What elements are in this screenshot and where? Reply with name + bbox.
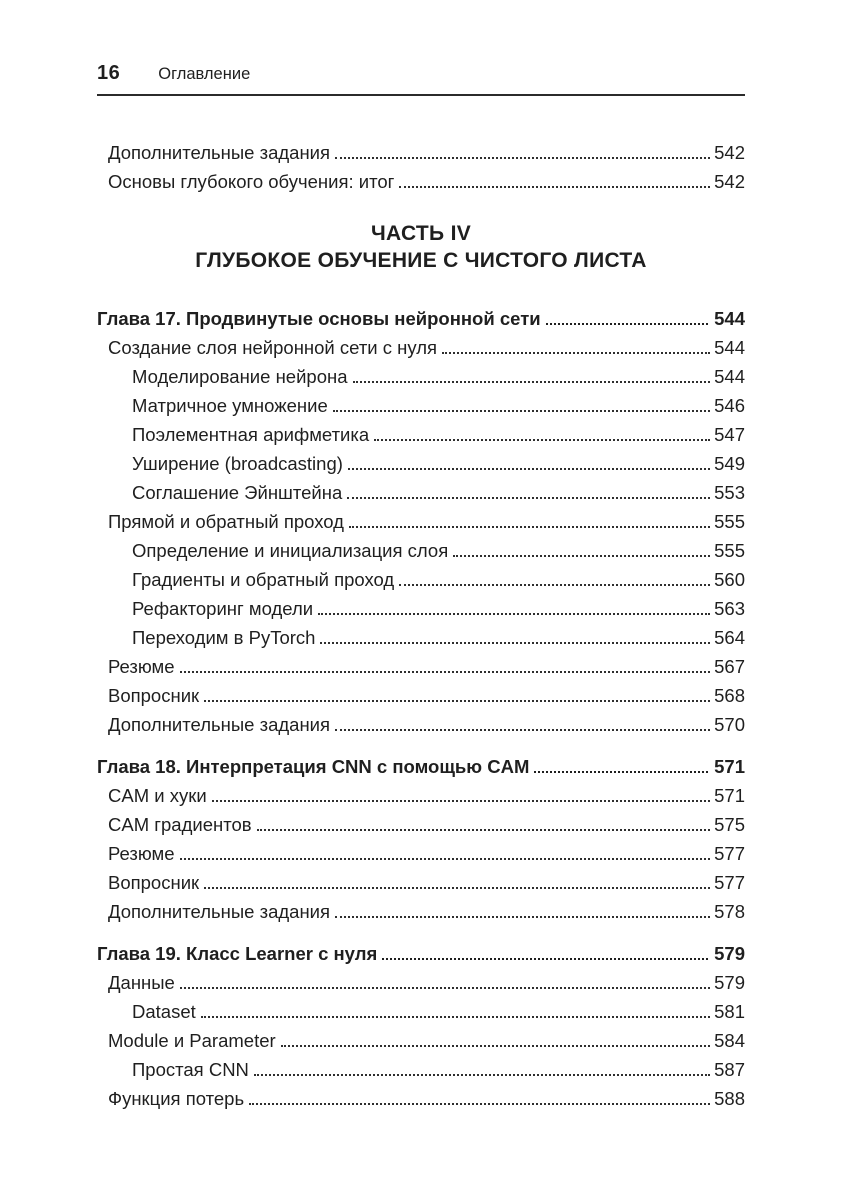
toc-entry-label: Вопросник (108, 872, 200, 893)
toc-entry-label: Поэлементная арифметика (132, 424, 370, 445)
dot-leader (348, 465, 710, 470)
toc-entry-label: Дополнительные задания (108, 714, 331, 735)
toc-entry-page: 553 (714, 482, 745, 503)
toc-entry (97, 167, 745, 196)
table-of-contents (97, 138, 745, 1113)
toc-entry (97, 565, 745, 594)
toc-entry-page: 544 (714, 337, 745, 358)
toc-entry-page: 568 (714, 685, 745, 706)
toc-entry-label: Простая CNN (132, 1059, 249, 1080)
dot-leader (353, 378, 711, 383)
toc-entry-page: 571 (714, 785, 745, 806)
toc-entry-page: 549 (714, 453, 745, 474)
toc-entry-label: Dataset (132, 1001, 196, 1022)
toc-entry-label: Прямой и обратный проход (108, 511, 344, 532)
toc-entry-label: Градиенты и обратный проход (132, 569, 395, 590)
dot-leader (320, 639, 710, 644)
toc-entry (97, 968, 745, 997)
toc-entry-page: 567 (714, 656, 745, 677)
toc-entry-label: Дополнительные задания (108, 901, 331, 922)
dot-leader (333, 407, 710, 412)
toc-entry (97, 781, 745, 810)
toc-entry (97, 997, 745, 1026)
toc-entry (97, 710, 745, 739)
toc-entry-page: 581 (714, 1001, 745, 1022)
toc-entry-page: 570 (714, 714, 745, 735)
dot-leader (335, 913, 710, 918)
toc-entry-label: Дополнительные задания (108, 142, 331, 163)
toc-entry (97, 333, 745, 362)
toc-entry-label: Глава 19. Класс Learner с нуля (97, 943, 378, 964)
toc-chapter-entry (97, 304, 745, 333)
dot-leader (546, 320, 708, 325)
toc-entry-page: 544 (714, 366, 745, 387)
toc-entry (97, 507, 745, 536)
toc-entry-page: 579 (714, 972, 745, 993)
toc-entry (97, 810, 745, 839)
toc-entry-label: CAM градиентов (108, 814, 252, 835)
toc-entry-page: 564 (714, 627, 745, 648)
part-heading-line1: ЧАСТЬ IV (370, 222, 472, 245)
part-heading (97, 220, 745, 274)
dot-leader (399, 581, 710, 586)
toc-entry-page: 578 (714, 901, 745, 922)
toc-entry (97, 839, 745, 868)
dot-leader (382, 955, 708, 960)
toc-entry-page: 571 (714, 756, 745, 777)
toc-chapter-entry (97, 939, 745, 968)
toc-entry (97, 1055, 745, 1084)
toc-entry-page: 584 (714, 1030, 745, 1051)
toc-entry-page: 577 (714, 872, 745, 893)
dot-leader (442, 349, 710, 354)
running-head (97, 62, 745, 96)
toc-entry-page: 579 (714, 943, 745, 964)
toc-entry (97, 362, 745, 391)
toc-entry (97, 138, 745, 167)
toc-entry-page: 544 (714, 308, 745, 329)
dot-leader (180, 984, 710, 989)
toc-entry-label: Переходим в PyTorch (132, 627, 316, 648)
toc-entry (97, 623, 745, 652)
toc-entry-label: Создание слоя нейронной сети с нуля (108, 337, 438, 358)
toc-entry-page: 542 (714, 142, 745, 163)
toc-entry-page: 555 (714, 511, 745, 532)
dot-leader (335, 154, 710, 159)
toc-entry-label: Основы глубокого обучения: итог (108, 171, 395, 192)
toc-entry-label: Соглашение Эйнштейна (132, 482, 343, 503)
toc-entry (97, 1084, 745, 1113)
toc-entry-page: 547 (714, 424, 745, 445)
toc-entry-label: Глава 18. Интерпретация CNN с помощью CAM (97, 756, 530, 777)
toc-entry-label: Моделирование нейрона (132, 366, 348, 387)
toc-entry-label: Резюме (108, 843, 175, 864)
dot-leader (180, 668, 711, 673)
toc-entry (97, 478, 745, 507)
toc-entry-page: 588 (714, 1088, 745, 1109)
dot-leader (453, 552, 710, 557)
toc-entry-label: Вопросник (108, 685, 200, 706)
dot-leader (204, 884, 710, 889)
toc-entry-page: 587 (714, 1059, 745, 1080)
toc-entry (97, 536, 745, 565)
dot-leader (347, 494, 710, 499)
toc-entry-page: 555 (714, 540, 745, 561)
toc-entry-label: Резюме (108, 656, 175, 677)
toc-chapter-entry (97, 752, 745, 781)
toc-entry (97, 681, 745, 710)
toc-entry-page: 563 (714, 598, 745, 619)
toc-entry (97, 897, 745, 926)
toc-entry (97, 594, 745, 623)
dot-leader (249, 1100, 710, 1105)
toc-entry-label: Данные (108, 972, 175, 993)
toc-entry-page: 575 (714, 814, 745, 835)
toc-entry-label: Матричное умножение (132, 395, 328, 416)
dot-leader (254, 1071, 710, 1076)
toc-entry-label: Уширение (broadcasting) (132, 453, 343, 474)
dot-leader (374, 436, 710, 441)
toc-entry-label: Рефакторинг модели (132, 598, 314, 619)
toc-entry-label: Функция потерь (108, 1088, 245, 1109)
running-head-title: Оглавление (158, 65, 251, 83)
toc-entry-page: 577 (714, 843, 745, 864)
toc-entry (97, 420, 745, 449)
dot-leader (349, 523, 710, 528)
dot-leader (180, 855, 711, 860)
toc-entry-page: 546 (714, 395, 745, 416)
folio-page-number: 16 (97, 62, 121, 84)
dot-leader (212, 797, 710, 802)
toc-entry (97, 391, 745, 420)
dot-leader (318, 610, 710, 615)
toc-entry-page: 542 (714, 171, 745, 192)
toc-entry-label: CAM и хуки (108, 785, 207, 806)
dot-leader (281, 1042, 710, 1047)
toc-entry-label: Глава 17. Продвинутые основы нейронной сети (97, 308, 541, 329)
toc-entry (97, 868, 745, 897)
toc-entry-page: 560 (714, 569, 745, 590)
dot-leader (201, 1013, 710, 1018)
dot-leader (257, 826, 711, 831)
dot-leader (399, 183, 710, 188)
toc-entry-label: Module и Parameter (108, 1030, 276, 1051)
part-heading-line2: ГЛУБОКОЕ ОБУЧЕНИЕ С ЧИСТОГО ЛИСТА (195, 249, 647, 272)
dot-leader (204, 697, 710, 702)
toc-entry (97, 1026, 745, 1055)
toc-entry (97, 652, 745, 681)
page-content (97, 0, 745, 1113)
toc-entry (97, 449, 745, 478)
dot-leader (534, 768, 708, 773)
dot-leader (335, 726, 710, 731)
toc-entry-label: Определение и инициализация слоя (132, 540, 449, 561)
